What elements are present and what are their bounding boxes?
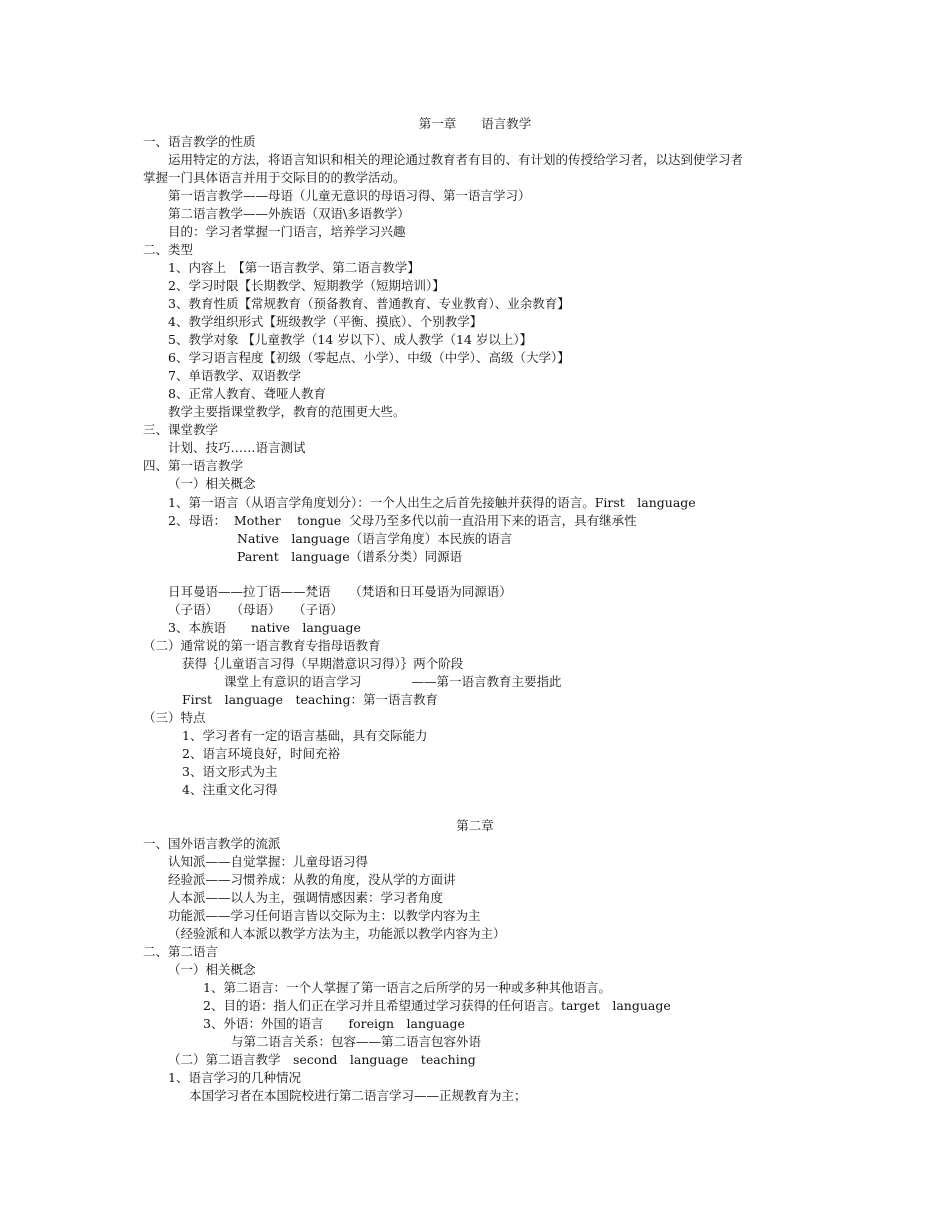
subsection-heading: （一）相关概念 <box>168 476 256 491</box>
list-item: 2、语言环境良好，时间充裕 <box>182 746 340 761</box>
text-line: 2、母语： Mother tongue 父母乃至多代以前一直沿用下来的语言，具有继承性 <box>168 513 637 528</box>
list-item: 认知派——自觉掌握：儿童母语习得 <box>168 854 369 869</box>
section-heading: 一、国外语言教学的流派 <box>143 836 281 851</box>
text-line: 1、第一语言（从语言学角度划分）：一个人出生之后首先接触并获得的语言。First language <box>168 495 696 510</box>
text-line: 1、语言学习的几种情况 <box>168 1070 301 1085</box>
list-item: 2、目的语：指人们正在学习并且希望通过学习获得的任何语言。target language <box>203 998 671 1013</box>
subsection-heading: （二）通常说的第一语言教育专指母语教育 <box>143 638 381 653</box>
list-item: 3、外语：外国的语言 foreign language <box>203 1016 465 1031</box>
list-item: 7、单语教学、双语教学 <box>168 368 301 383</box>
text-line: 本国学习者在本国院校进行第二语言学习——正规教育为主； <box>189 1088 527 1103</box>
subsection-heading: （一）相关概念 <box>168 962 256 977</box>
text-line: 教学主要指课堂教学，教育的范围更大些。 <box>168 404 406 419</box>
list-item: 1、内容上 【第一语言教学、第二语言教学】 <box>168 260 420 275</box>
text-line: （经验派和人本派以教学方法为主，功能派以教学内容为主） <box>168 926 506 941</box>
paragraph-line: 掌握一门具体语言并用于交际目的的教学活动。 <box>143 170 406 185</box>
subsection-heading: （二）第二语言教学 second language teaching <box>168 1052 476 1067</box>
subsection-heading: （三）特点 <box>143 710 206 725</box>
text-line: 第一语言教学——母语（儿童无意识的母语习得、第一语言学习） <box>168 188 531 203</box>
text-line: 计划、技巧……语言测试 <box>168 440 306 455</box>
text-line: Native language（语言学角度）本民族的语言 <box>237 531 513 546</box>
list-item: 6、学习语言程度【初级（零起点、小学）、中级（中学）、高级（大学）】 <box>168 350 570 365</box>
paragraph-line: 运用特定的方法，将语言知识和相关的理论通过教育者有目的、有计划的传授给学习者，以达到使学习者 <box>168 152 744 167</box>
list-item: 4、注重文化习得 <box>182 782 278 797</box>
text-line: First language teaching：第一语言教育 <box>182 692 438 707</box>
section-heading: 二、第二语言 <box>143 944 219 959</box>
list-item: 4、教学组织形式【班级教学（平衡、摸底）、个别教学】 <box>168 314 483 329</box>
list-item: 8、正常人教育、聋哑人教育 <box>168 386 326 401</box>
text-line: 第二语言教学——外族语（双语\多语教学） <box>168 206 410 221</box>
text-line: 获得｛儿童语言习得（早期潜意识习得）｝两个阶段 <box>182 656 464 671</box>
text-line: 3、本族语 native language <box>168 620 361 635</box>
text-line: （子语） （母语） （子语） <box>168 602 344 617</box>
list-item: 1、学习者有一定的语言基础，具有交际能力 <box>182 728 428 743</box>
text-line: 目的：学习者掌握一门语言，培养学习兴趣 <box>168 224 406 239</box>
list-item: 5、教学对象 【儿童教学（14 岁以下）、成人教学（14 岁以上）】 <box>168 332 533 347</box>
chapter1-title: 第一章 语言教学 <box>418 116 532 131</box>
list-item: 2、学习时限【长期教学、短期教学（短期培训）】 <box>168 278 445 293</box>
text-line: 课堂上有意识的语言学习 ——第一语言教育主要指此 <box>224 674 562 689</box>
section-heading: 四、第一语言教学 <box>143 458 244 473</box>
chapter2-title: 第二章 <box>456 818 494 833</box>
text-line: Parent language（谱系分类）同源语 <box>237 549 463 564</box>
section-heading: 二、类型 <box>143 242 194 257</box>
list-item: 3、教育性质【常规教育（预备教育、普通教育、专业教育）、业余教育】 <box>168 296 570 311</box>
list-item: 功能派——学习任何语言皆以交际为主：以教学内容为主 <box>168 908 481 923</box>
list-item: 1、第二语言：一个人掌握了第一语言之后所学的另一种或多种其他语言。 <box>203 980 611 995</box>
section-heading: 三、课堂教学 <box>143 422 219 437</box>
list-item: 经验派——习惯养成：从教的角度，没从学的方面讲 <box>168 872 456 887</box>
text-line: 与第二语言关系：包容——第二语言包容外语 <box>231 1034 482 1049</box>
text-line: 日耳曼语——拉丁语——梵语 （梵语和日耳曼语为同源语） <box>168 584 512 599</box>
section-heading: 一、语言教学的性质 <box>143 134 256 149</box>
list-item: 3、语文形式为主 <box>182 764 278 779</box>
list-item: 人本派——以人为主，强调情感因素：学习者角度 <box>168 890 444 905</box>
